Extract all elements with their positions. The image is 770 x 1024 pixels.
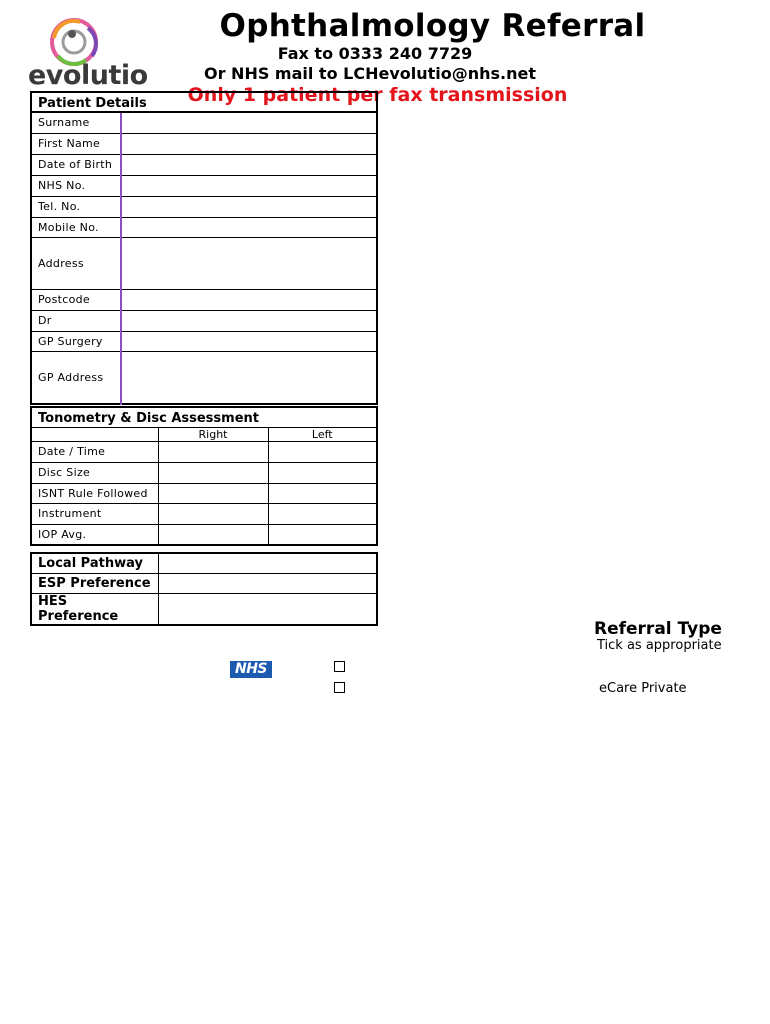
- pathway-table: [30, 552, 378, 626]
- tonometry-blank-header: [31, 427, 158, 441]
- right-eye-header: Right: [158, 427, 268, 441]
- evolutio-logo: [28, 16, 146, 92]
- surname-field[interactable]: [121, 112, 377, 133]
- referral-type-subtitle: Tick as appropriate: [597, 638, 722, 653]
- patient-details-heading: Patient Details: [31, 92, 377, 112]
- referral-type-title: Referral Type: [594, 619, 722, 639]
- postcode-field[interactable]: [121, 289, 377, 310]
- disc-size-left[interactable]: [268, 462, 377, 483]
- instrument-left[interactable]: [268, 503, 377, 524]
- gp-address-field[interactable]: [121, 351, 377, 404]
- dr-field[interactable]: [121, 310, 377, 331]
- address-label: Address: [31, 237, 121, 289]
- ecare-private-label: eCare Private: [599, 681, 687, 696]
- logo-wordmark: evolutio: [28, 60, 148, 91]
- date-time-right[interactable]: [158, 441, 268, 462]
- first-name-field[interactable]: [121, 133, 377, 154]
- nhs-logo: NHS: [230, 661, 272, 678]
- tel-no-field[interactable]: [121, 196, 377, 217]
- hes-preference-field[interactable]: [158, 593, 377, 625]
- esp-preference-field[interactable]: [158, 573, 377, 593]
- local-pathway-label: Local Pathway: [31, 553, 158, 573]
- tonometry-table: [30, 406, 378, 546]
- iop-avg-label: IOP Avg.: [31, 524, 158, 545]
- tel-no-label: Tel. No.: [31, 196, 121, 217]
- local-pathway-field[interactable]: [158, 553, 377, 573]
- esp-preference-label: ESP Preference: [31, 573, 158, 593]
- left-eye-header: Left: [268, 427, 377, 441]
- page-title: Ophthalmology Referral: [219, 8, 646, 44]
- mobile-no-label: Mobile No.: [31, 217, 121, 237]
- gp-address-label: GP Address: [31, 351, 121, 404]
- iop-avg-right[interactable]: [158, 524, 268, 545]
- gp-surgery-label: GP Surgery: [31, 331, 121, 351]
- date-time-left[interactable]: [268, 441, 377, 462]
- disc-size-label: Disc Size: [31, 462, 158, 483]
- mobile-no-field[interactable]: [121, 217, 377, 237]
- dob-field[interactable]: [121, 154, 377, 175]
- surname-label: Surname: [31, 112, 121, 133]
- iop-avg-left[interactable]: [268, 524, 377, 545]
- first-name-label: First Name: [31, 133, 121, 154]
- date-time-label: Date / Time: [31, 441, 158, 462]
- nhs-no-label: NHS No.: [31, 175, 121, 196]
- disc-size-right[interactable]: [158, 462, 268, 483]
- isnt-rule-right[interactable]: [158, 483, 268, 503]
- nhs-checkbox[interactable]: [334, 661, 345, 672]
- address-field[interactable]: [121, 237, 377, 289]
- isnt-rule-label: ISNT Rule Followed: [31, 483, 158, 503]
- nhs-mail-address: Or NHS mail to LCHevolutio@nhs.net: [203, 64, 537, 83]
- dob-label: Date of Birth: [31, 154, 121, 175]
- dr-label: Dr: [31, 310, 121, 331]
- private-checkbox[interactable]: [334, 682, 345, 693]
- fax-warning: Only 1 patient per fax transmission: [187, 84, 568, 106]
- gp-surgery-field[interactable]: [121, 331, 377, 351]
- postcode-label: Postcode: [31, 289, 121, 310]
- instrument-label: Instrument: [31, 503, 158, 524]
- isnt-rule-left[interactable]: [268, 483, 377, 503]
- tonometry-heading: Tonometry & Disc Assessment: [31, 407, 377, 427]
- nhs-no-field[interactable]: [121, 175, 377, 196]
- hes-preference-label: HES Preference: [31, 593, 158, 625]
- instrument-right[interactable]: [158, 503, 268, 524]
- fax-number: Fax to 0333 240 7729: [277, 44, 473, 63]
- patient-details-table: [30, 91, 378, 405]
